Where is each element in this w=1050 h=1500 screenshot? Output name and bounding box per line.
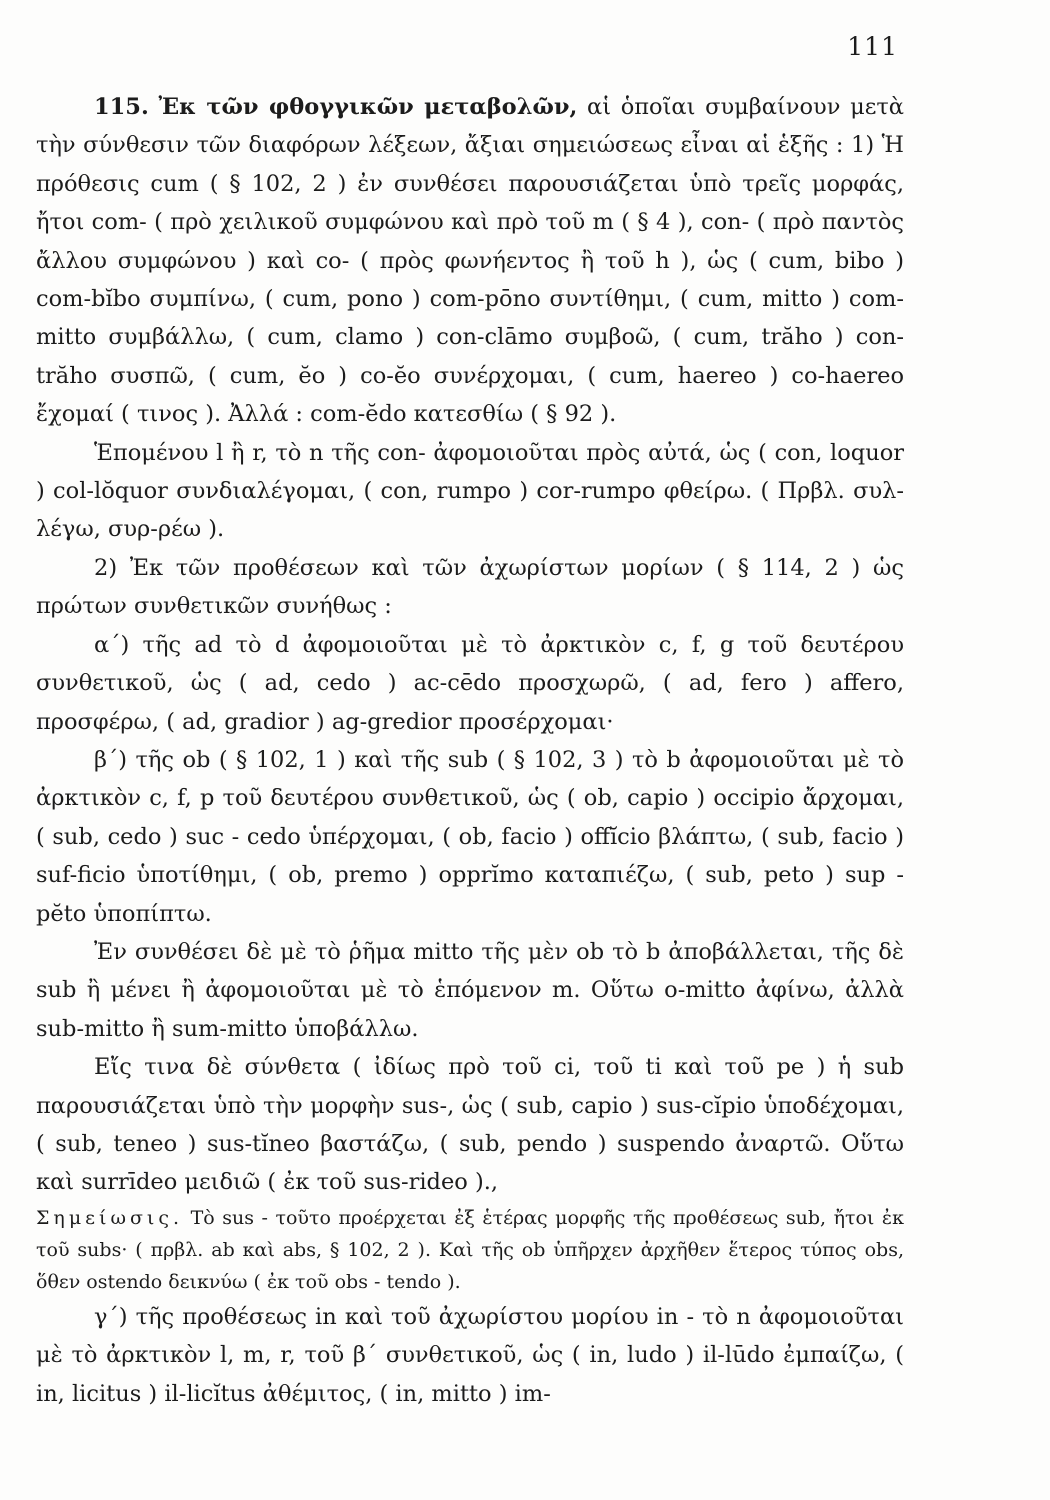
page-number: 111 [847, 32, 898, 61]
paragraph-gamma-in: γ΄) τῆς προθέσεως in καὶ τοῦ ἀχωρίστου μορίου in - τὸ n ἀφομοιοῦται μὲ τὸ ἀρκτικὸν l, m, r, τοῦ β΄ συνθετικοῦ, ὡς ( in, ludo ) il-lūdo ἐμπαίζω, ( in, licitus ) il-licĭtus ἀθέμιτος, ( in, mitto ) im- [36, 1303, 904, 1407]
note-block [36, 1202, 904, 1298]
paragraph-prepositions: 2) Ἐκ τῶν προθέσεων καὶ τῶν ἀχωρίστων μορίων ( § 114, 2 ) ὡς πρώτων συνθετικῶν συνήθως : [36, 554, 904, 620]
paragraph-sus: Εἴς τινα δὲ σύνθετα ( ἰδίως πρὸ τοῦ ci, τοῦ ti καὶ τοῦ pe ) ἡ sub παρουσιάζεται ὑπὸ τὴν μορφὴν sus-, ὡς ( sub, capio ) sus-cĭpio ὑποδέχομαι, ( sub, teneo ) sus-tĭneo βαστάζω, ( sub, pendo ) suspendo ἀναρτῶ. Οὕτω καὶ surrīdeo μειδιῶ ( ἐκ τοῦ sus-rideo )., [36, 1054, 904, 1196]
body-text [36, 88, 904, 1413]
section-intro: αἱ ὁποῖαι συμβαίνουν μετὰ τὴν σύνθεσιν τῶν διαφόρων λέξεων, ἄξιαι σημειώσεως εἶναι αἱ ἑξῆς : 1) Ἡ πρόθεσις cum ( § 102, 2 ) ἐν συνθέσει παρουσιάζεται ὑπὸ τρεῖς μορφάς, ἤτοι com- ( πρὸ χειλικοῦ συμφώνου καὶ πρὸ τοῦ m ( § 4 ), con- ( πρὸ παντὸς ἄλλου συμφώνου ) καὶ co- ( πρὸς φωνήεντος ἢ τοῦ h ), ὡς ( cum, bibo ) com-bĭbo συμπίνω, ( cum, pono ) com-pōno συντίθημι, ( cum, mitto ) com-mitto συμβάλλω, ( cum, clamo ) con-clāmo συμβοῶ, ( cum, trăho ) con-trăho συσπῶ, ( cum, ĕo ) co-ĕo συνέρχομαι, ( cum, haereo ) co-haereo ἔχομαί ( τινος ). Ἀλλά : com-ĕdo κατεσθίω ( § 92 ). [36, 94, 904, 428]
note-label: Σημείωσις. [36, 1206, 184, 1229]
section-paragraph [36, 88, 904, 434]
section-number: 115. [94, 94, 149, 120]
paragraph-beta-ob-sub: β΄) τῆς ob ( § 102, 1 ) καὶ τῆς sub ( § 102, 3 ) τὸ b ἀφομοιοῦται μὲ τὸ ἀρκτικὸν c, f, p τοῦ δευτέρου συνθετικοῦ, ὡς ( ob, capio ) occipio ἄρχομαι, ( sub, cedo ) suc - cedo ὑπέρχομαι, ( ob, facio ) offĭcio βλάπτω, ( sub, facio ) suf-ficio ὑποτίθημι, ( ob, premo ) opprĭmo καταπιέζω, ( sub, peto ) sup - pĕto ὑποπίπτω. [36, 746, 904, 927]
section-heading: Ἐκ τῶν φθογγικῶν μεταβολῶν, [158, 94, 578, 120]
paragraph-alpha-ad: α΄) τῆς ad τὸ d ἀφομοιοῦται μὲ τὸ ἀρκτικὸν c, f, g τοῦ δευτέρου συνθετικοῦ, ὡς ( ad, cedo ) ac-cēdo προσχωρῶ, ( ad, fero ) affero, προσφέρω, ( ad, gradior ) ag-gredior προσέρχομαι· [36, 631, 904, 735]
paragraph-assimilation-con: Ἑπομένου l ἢ r, τὸ n τῆς con- ἀφομοιοῦται πρὸς αὐτά, ὡς ( con, loquor ) col-lŏquor συνδιαλέγομαι, ( con, rumpo ) cor-rumpo φθείρω. ( Πρβλ. συλ-λέγω, συρ-ρέω ). [36, 439, 904, 543]
note-text: Τὸ sus - τοῦτο προέρχεται ἐξ ἑτέρας μορφῆς τῆς προθέσεως sub, ἤτοι ἐκ τοῦ subs· ( πρβλ. ab καὶ abs, § 102, 2 ). Καὶ τῆς ob ὑπῆρχεν ἀρχῆθεν ἕτερος τύπος obs, ὅθεν ostendo δεικνύω ( ἐκ τοῦ obs - tendo ). [36, 1206, 904, 1293]
paragraph-mitto: Ἐν συνθέσει δὲ μὲ τὸ ῥῆμα mitto τῆς μὲν ob τὸ b ἀποβάλλεται, τῆς δὲ sub ἢ μένει ἢ ἀφομοιοῦται μὲ τὸ ἑπόμενον m. Οὕτω o-mitto ἀφίνω, ἀλλὰ sub-mitto ἢ sum-mitto ὑποβάλλω. [36, 938, 904, 1042]
